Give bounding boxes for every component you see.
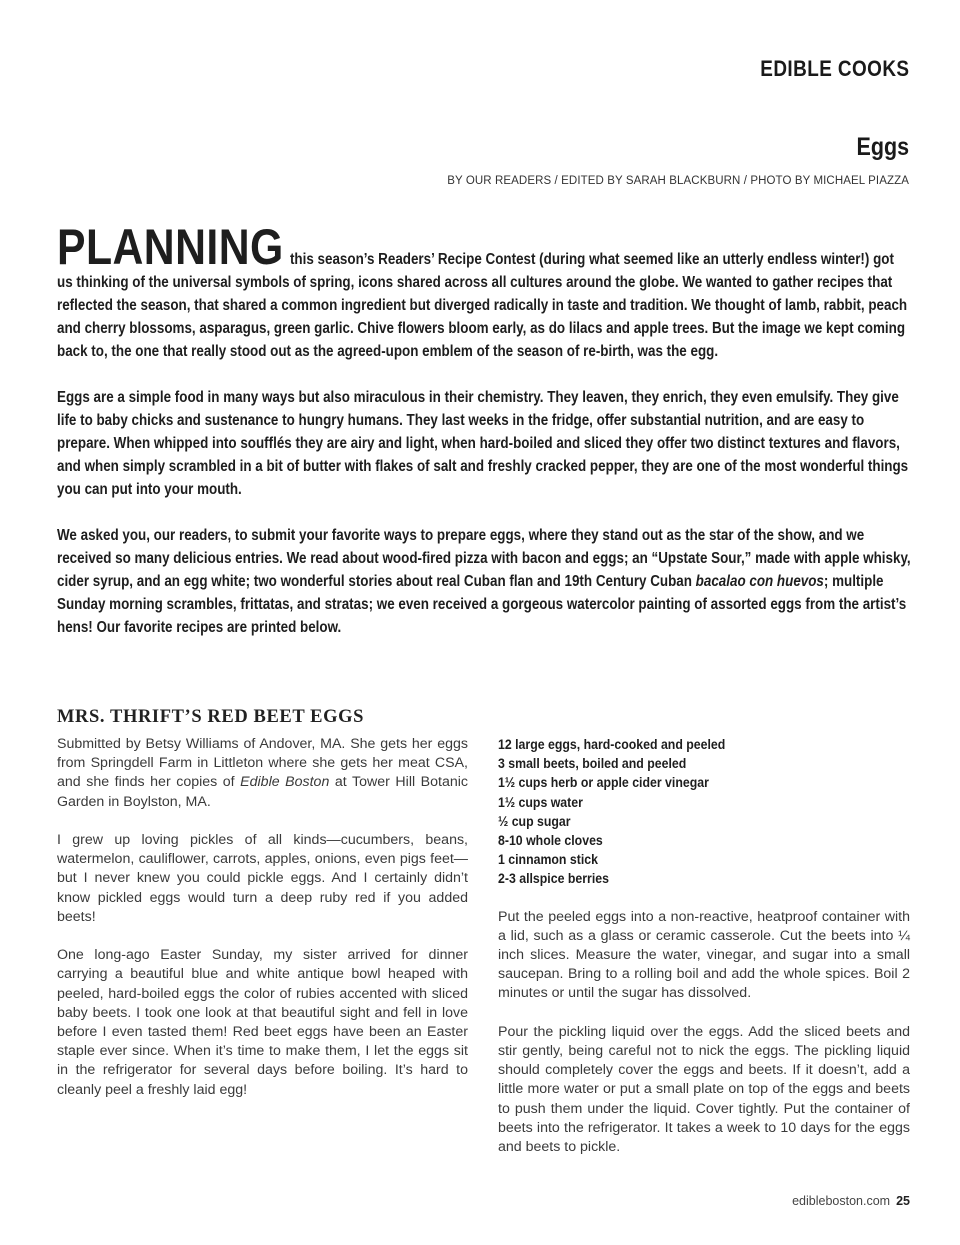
ingredient-item: 12 large eggs, hard-cooked and peeled <box>498 736 726 752</box>
ingredient-item: 1½ cups water <box>498 793 583 810</box>
ingredient-item: ½ cup sugar <box>498 812 571 829</box>
recipe-step-2: Pour the pickling liquid over the eggs. Add the sliced beets and stir gently, being careful not to nick the eggs. The pickling liquid should completely cover the eggs and beets. If it doesn’t, add a little more water or put a small plate on top of the eggs and beets to push them under the liquid. Cover tightly. Put the container of beets into the refrigerator. It takes a week to 10 days for the eggs and beets to pickle. <box>498 1023 910 1156</box>
recipe-story-column <box>57 735 468 1119</box>
page-footer <box>792 1194 910 1208</box>
intro-italic-dish: bacalao con huevos <box>695 573 824 590</box>
recipe-story-2: One long-ago Easter Sunday, my sister arrived for dinner carrying a beautiful blue and white antique bowl heaped with peeled, hard-boiled eggs the color of rubies accented with sliced baby beets. I took one look at that beautiful sight and fell in love before I even tasted them! Red beet eggs have been an Easter staple ever since. When it’s time to make them, I let the eggs sit in the refrigerator for several days before boiling. It’s hard to cleanly peel a freshly laid egg! <box>57 947 468 1098</box>
intro-paragraph-1-text: this season’s Readers’ Recipe Contest (during what seemed like an utterly endless winter!) got us thinking of the universal symbols of spring, icons shared across all cultures around the globe. We wanted to gather recipes that reflected the season, that shared a common ingredient but diverged radically in taste and tradition. We thought of lamb, rabbit, peach and cherry blossoms, asparagus, green garlic. Chive flowers bloom early, as do lilacs and apple trees. But the image we kept coming back to, the one that really stood out as the agreed-upon emblem of the season of re-birth, was the egg. <box>57 251 908 360</box>
submitted-text-a: Submitted by Betsy Williams of Andover, MA. She gets her eggs from Springdell Farm in Littleton where she gets her meat CSA, and she finds her copies of <box>57 736 468 791</box>
ingredient-item: 8-10 whole cloves <box>498 832 603 849</box>
ingredient-item: 3 small beets, boiled and peeled <box>498 755 687 772</box>
intro-paragraph-2: Eggs are a simple food in many ways but also miraculous in their chemistry. They leaven, they enrich, they even emulsify. They give life to baby chicks and sustenance to hungry humans. They last weeks in the fridge, offer substantial nutrition, and are easy to prepare. When whipped into soufflés they are airy and light, when hard-boiled and sliced they offer two distinct textures and flavors, and when simply scrambled in a bit of butter with flakes of salt and freshly cracked pepper, they are one of the most wonderful things you can put into your mouth. <box>57 389 909 498</box>
recipe-title: MRS. THRIFT’S RED BEET EGGS <box>57 707 364 727</box>
ingredient-list <box>498 735 910 889</box>
drop-word: PLANNING <box>57 219 284 275</box>
intro-paragraph-3 <box>57 524 912 639</box>
site-url: edibleboston.com <box>792 1194 891 1208</box>
recipe-step-1: Put the peeled eggs into a non-reactive, heatproof container with a lid, such as a glass or ceramic casserole. Cut the beets into ¼ inch slices. Measure the water, vinegar, and sugar into a small saucepan. Bring to a rolling boil and add the whole spices. Boil 2 minutes or until the sugar has dissolved. <box>498 908 910 1002</box>
article-title: Eggs <box>856 133 909 161</box>
section-label: EDIBLE COOKS <box>759 56 909 81</box>
recipe-submitted-by <box>57 735 468 812</box>
page-number: 25 <box>896 1194 910 1208</box>
ingredient-item: 1 cinnamon stick <box>498 851 598 868</box>
recipe-story-1: I grew up loving pickles of all kinds—cucumbers, beans, watermelon, cauliflower, carrots, apples, onions, even pigs feet—but I never knew you could pickle eggs. And I certainly didn’t know pickled eggs would turn a deep ruby red if you added beets! <box>57 832 468 925</box>
ingredient-item: 2-3 allspice berries <box>498 870 609 887</box>
magazine-name: Edible Boston <box>240 774 330 791</box>
intro-paragraph-3-text-a: We asked you, our readers, to submit your favorite ways to prepare eggs, where they stand out as the star of the show, and we received so many delicious entries. We read about wood-fired pizza with bacon and eggs; an “Upstate Sour,” made with apple whisky, cider syrup, and an egg white; two wonderful stories about real Cuban flan and 19th Century Cuban <box>57 527 911 590</box>
intro-paragraph-3-text-b: ; multiple Sunday morning scrambles, frittatas, and stratas; we even received a gorgeous watercolor painting of assorted eggs from the artist’s hens! Our favorite recipes are printed below. <box>57 573 907 636</box>
submitted-text-b: at Tower Hill Botanic Garden in Boylston, MA. <box>57 774 468 810</box>
recipe-method-column <box>498 735 910 1176</box>
article-credits: BY OUR READERS / EDITED BY SARAH BLACKBURN / PHOTO BY MICHAEL PIAZZA <box>447 175 909 187</box>
ingredient-item: 1½ cups herb or apple cider vinegar <box>498 774 709 791</box>
intro-text <box>57 219 911 662</box>
intro-paragraph-1 <box>57 219 912 363</box>
